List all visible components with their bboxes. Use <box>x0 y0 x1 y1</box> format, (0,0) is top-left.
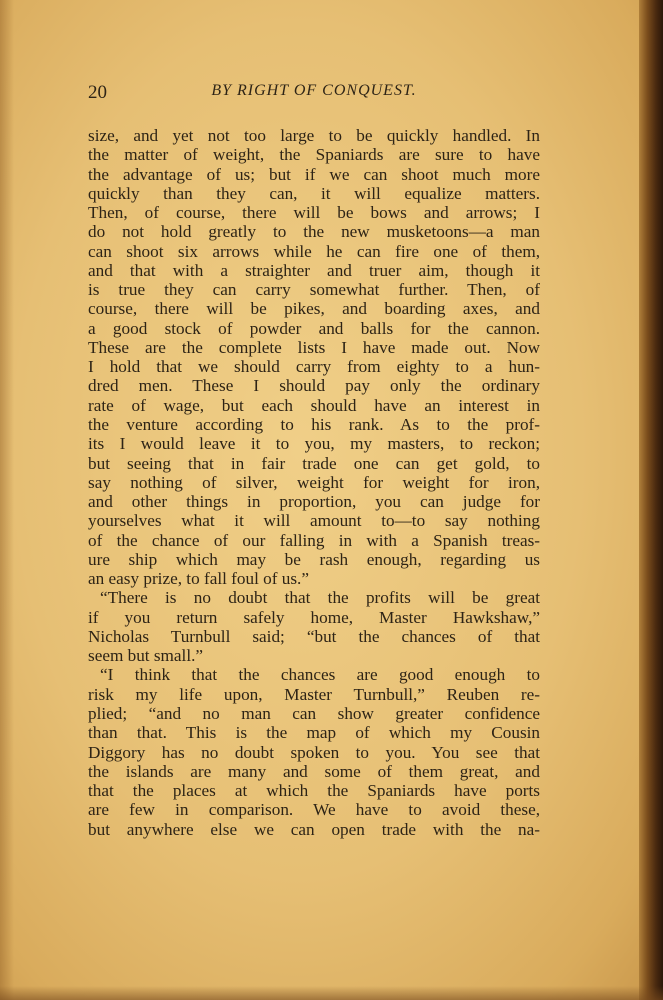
page-number: 20 <box>88 82 107 103</box>
page-header <box>88 82 540 106</box>
page-left-edge <box>0 0 14 1000</box>
text-line: the islands are many and some of them great, and <box>88 761 540 781</box>
text-line: of the chance of our falling in with a Spanish treas- <box>88 530 540 550</box>
book-binding-edge <box>639 0 663 1000</box>
text-line: say nothing of silver, weight for weight for iron, <box>88 472 540 492</box>
page-body-text <box>88 126 540 839</box>
text-line: risk my life upon, Master Turnbull,” Reuben re- <box>88 684 540 704</box>
text-line: and that with a straighter and truer aim, though it <box>88 260 540 280</box>
text-line: Then, of course, there will be bows and arrows; I <box>88 203 540 223</box>
text-line: yourselves what it will amount to—to say nothing <box>88 511 540 531</box>
text-line: is true they can carry somewhat further. Then, of <box>88 280 540 300</box>
text-line: the advantage of us; but if we can shoot much more <box>88 164 540 184</box>
text-line: dred men. These I should pay only the ordinary <box>88 376 540 396</box>
text-line: the matter of weight, the Spaniards are sure to have <box>88 145 540 165</box>
text-line: and other things in proportion, you can judge for <box>88 492 540 512</box>
text-line: seem but small.” <box>88 646 204 666</box>
text-line: These are the complete lists I have made out. Now <box>88 337 540 357</box>
text-line: ure ship which may be rash enough, regarding us <box>88 549 540 569</box>
text-line: quickly than they can, it will equalize matters. <box>88 183 540 203</box>
text-line: “There is no doubt that the profits will be great <box>100 588 540 608</box>
text-line: “I think that the chances are good enough to <box>100 665 540 685</box>
text-line: plied; “and no man can show greater confidence <box>88 703 540 723</box>
text-line: a good stock of powder and balls for the cannon. <box>88 318 540 338</box>
text-line: that the places at which the Spaniards have ports <box>88 781 540 801</box>
text-line: course, there will be pikes, and boarding axes, and <box>88 299 540 319</box>
text-line: rate of wage, but each should have an interest in <box>88 395 540 415</box>
text-line: I hold that we should carry from eighty to a hun- <box>88 357 540 377</box>
text-line: can shoot six arrows while he can fire one of them, <box>88 241 540 261</box>
text-line: do not hold greatly to the new musketoons—a man <box>88 222 540 242</box>
text-line: but seeing that in fair trade one can get gold, to <box>88 453 540 473</box>
text-line: are few in comparison. We have to avoid these, <box>88 800 540 820</box>
running-title: BY RIGHT OF CONQUEST. <box>211 82 417 99</box>
text-line: size, and yet not too large to be quickly handled. In <box>88 126 540 145</box>
text-line: Nicholas Turnbull said; “but the chances of that <box>88 626 540 646</box>
text-line: an easy prize, to fall foul of us.” <box>88 569 309 589</box>
text-line: the venture according to his rank. As to the prof- <box>88 414 540 434</box>
text-line: but anywhere else we can open trade with the na- <box>88 819 540 839</box>
text-line: than that. This is the map of which my Cousin <box>88 723 540 743</box>
page-bottom-edge <box>0 986 663 1000</box>
text-line: if you return safely home, Master Hawkshaw,” <box>88 607 540 627</box>
text-line: Diggory has no doubt spoken to you. You see that <box>88 742 540 762</box>
text-line: its I would leave it to you, my masters, to reckon; <box>88 434 540 454</box>
